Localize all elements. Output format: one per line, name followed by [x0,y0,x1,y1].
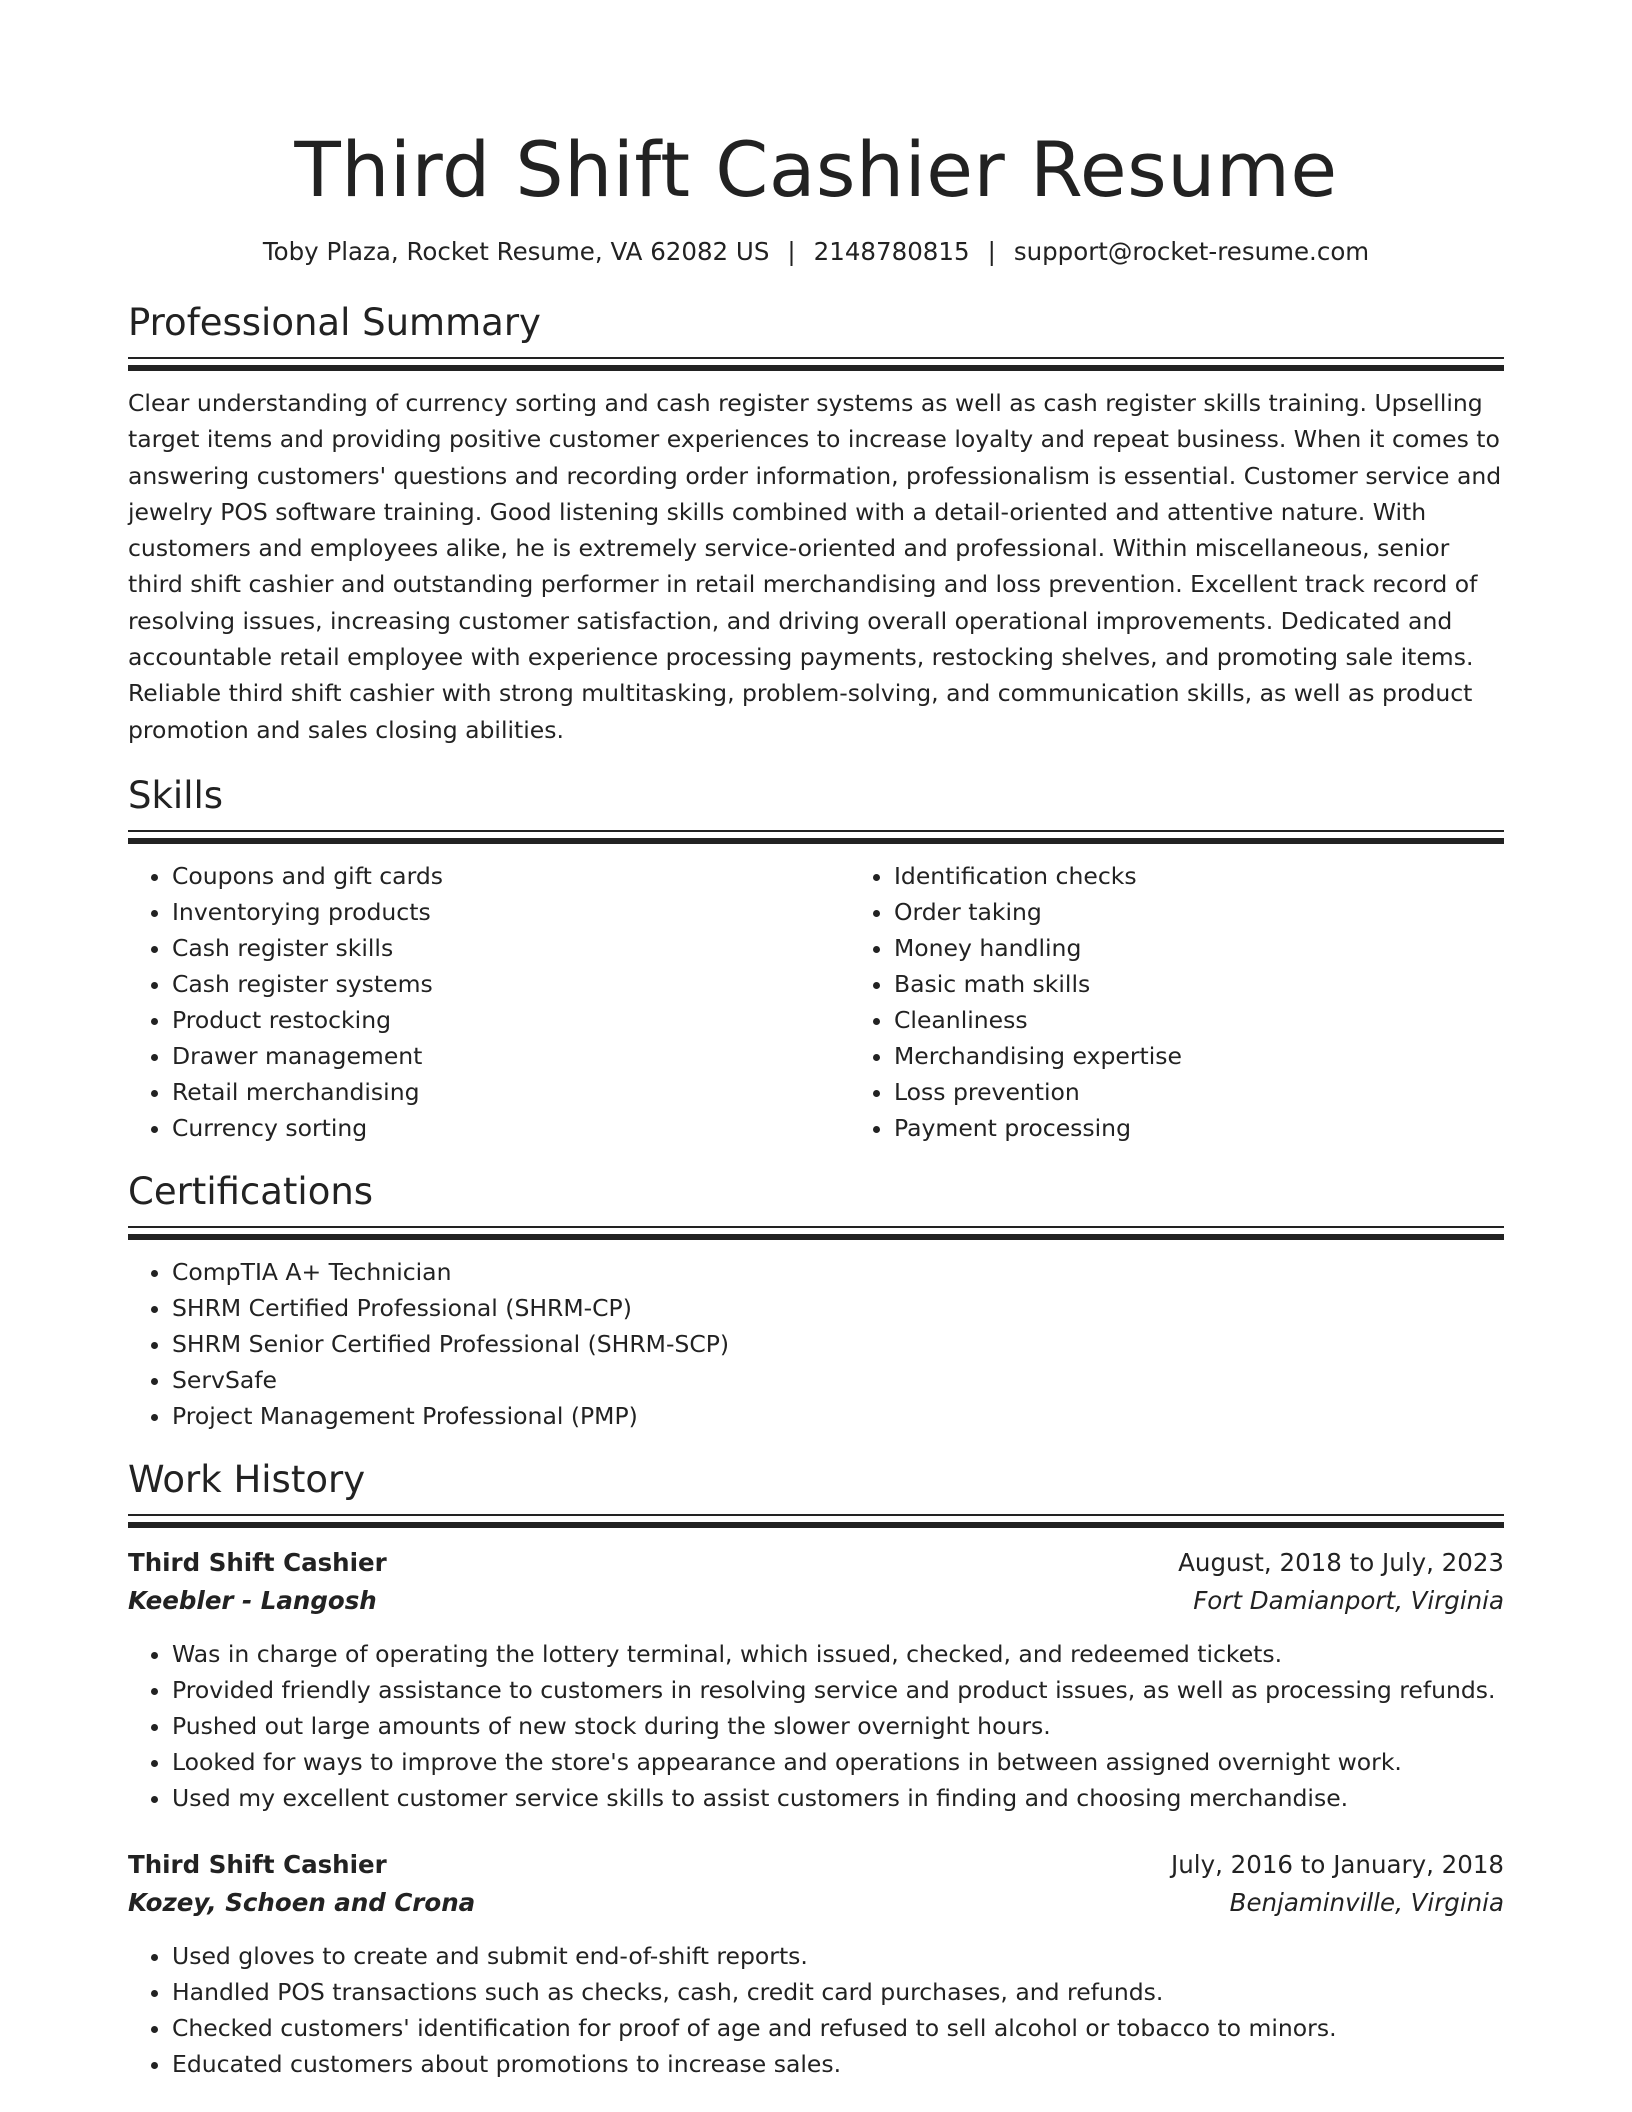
skill-item: • Coupons and gift cards [172,858,850,894]
skills-heading: Skills [128,773,224,817]
job-duty: • Pushed out large amounts of new stock during the slower overnight hours. [172,1708,1504,1744]
skills-grid [128,858,1504,1146]
job-company: Keebler - Langosh [128,1585,377,1615]
contact-email: support@rocket-resume.com [1013,237,1370,266]
job-subheader-row [128,1884,1504,1922]
job-duty: • Provided friendly assistance to customers in resolving service and product issues, as well as processing refunds. [172,1672,1504,1708]
job-entry [128,1846,1504,2082]
certification-item: • ServSafe [172,1362,1504,1398]
certifications-heading: Certifications [128,1169,374,1213]
skill-item: • Inventorying products [172,894,850,930]
job-duty: • Checked customers' identification for proof of age and refused to sell alcohol or tobacco to minors. [172,2010,1504,2046]
section-divider [128,357,1504,371]
certifications-section [128,1170,1504,1434]
skill-item: • Cash register systems [172,966,850,1002]
skill-item: • Currency sorting [172,1110,850,1146]
skill-item: • Product restocking [172,1002,850,1038]
job-dates: July, 2016 to January, 2018 [1171,1849,1504,1879]
job-duties-list [128,1938,1504,2082]
job-duty: • Handled POS transactions such as checks, cash, credit card purchases, and refunds. [172,1974,1504,2010]
skill-item: • Money handling [894,930,1592,966]
job-location: Fort Damianport, Virginia [1193,1585,1504,1615]
work-history-heading: Work History [128,1457,366,1501]
job-entry [128,1544,1504,1816]
summary-text: Clear understanding of currency sorting and cash register systems as well as cash register skills training. Upselling target items and providing positive customer experiences to increase loyalty and repeat business. When it comes to answering customers' questions and recording order information, professionalism is essential. Customer service and jewelry POS software training. Good listening skills combined with a detail-oriented and attentive nature. With customers and employees alike, he is extremely service-oriented and professional. Within miscellaneous, senior third shift cashier and outstanding performer in retail merchandising and loss prevention. Excellent track record of resolving issues, increasing customer satisfaction, and driving overall operational improvements. Dedicated and accountable retail employee with experience processing payments, restocking shelves, and promoting sale items. Reliable third shift cashier with strong multitasking, problem-solving, and communication skills, as well as product promotion and sales closing abilities. [128,389,1502,744]
work-history-section [128,1458,1504,2082]
section-divider [128,830,1504,844]
skill-item: • Retail merchandising [172,1074,850,1110]
contact-separator: | [787,237,796,266]
contact-line [128,236,1504,268]
job-duties-list [128,1636,1504,1816]
job-duty: • Used my excellent customer service skills to assist customers in finding and choosing merchandise. [172,1780,1504,1816]
skill-item: • Loss prevention [894,1074,1592,1110]
certification-item: • CompTIA A+ Technician [172,1254,1504,1290]
section-divider [128,1226,1504,1240]
skill-item: • Cleanliness [894,1002,1592,1038]
job-duty: • Was in charge of operating the lottery terminal, which issued, checked, and redeemed tickets. [172,1636,1504,1672]
skill-item: • Merchandising expertise [894,1038,1592,1074]
certification-item: • SHRM Certified Professional (SHRM-CP) [172,1290,1504,1326]
resume-title: Third Shift Cashier Resume [294,125,1338,214]
contact-address: Toby Plaza, Rocket Resume, VA 62082 US [262,237,770,266]
skill-item: • Basic math skills [894,966,1592,1002]
job-title: Third Shift Cashier [128,1547,387,1577]
contact-phone: 2148780815 [813,237,970,266]
section-divider [128,1514,1504,1528]
job-title: Third Shift Cashier [128,1849,387,1879]
job-location: Benjaminville, Virginia [1229,1887,1504,1917]
skill-item: • Drawer management [172,1038,850,1074]
summary-heading: Professional Summary [128,301,541,344]
certifications-list [128,1254,1504,1434]
summary-section [128,301,1504,748]
skill-item: • Cash register skills [172,930,850,966]
job-duty: • Used gloves to create and submit end-of-shift reports. [172,1938,1504,1974]
skills-list-left [128,858,850,1146]
skill-item: • Order taking [894,894,1592,930]
job-dates: August, 2018 to July, 2023 [1178,1547,1504,1577]
job-company: Kozey, Schoen and Crona [128,1887,476,1917]
job-header-row [128,1846,1504,1884]
certification-item: • SHRM Senior Certified Professional (SHRM-SCP) [172,1326,1504,1362]
skills-list-right [850,858,1592,1146]
job-duty: • Educated customers about promotions to increase sales. [172,2046,1504,2082]
skills-section [128,774,1504,1146]
skill-item: • Payment processing [894,1110,1592,1146]
job-header-row [128,1544,1504,1582]
certification-item: • Project Management Professional (PMP) [172,1398,1504,1434]
job-subheader-row [128,1582,1504,1620]
job-duty: • Looked for ways to improve the store's appearance and operations in between assigned overnight work. [172,1744,1504,1780]
skill-item: • Identification checks [894,858,1592,894]
contact-separator: | [987,237,996,266]
